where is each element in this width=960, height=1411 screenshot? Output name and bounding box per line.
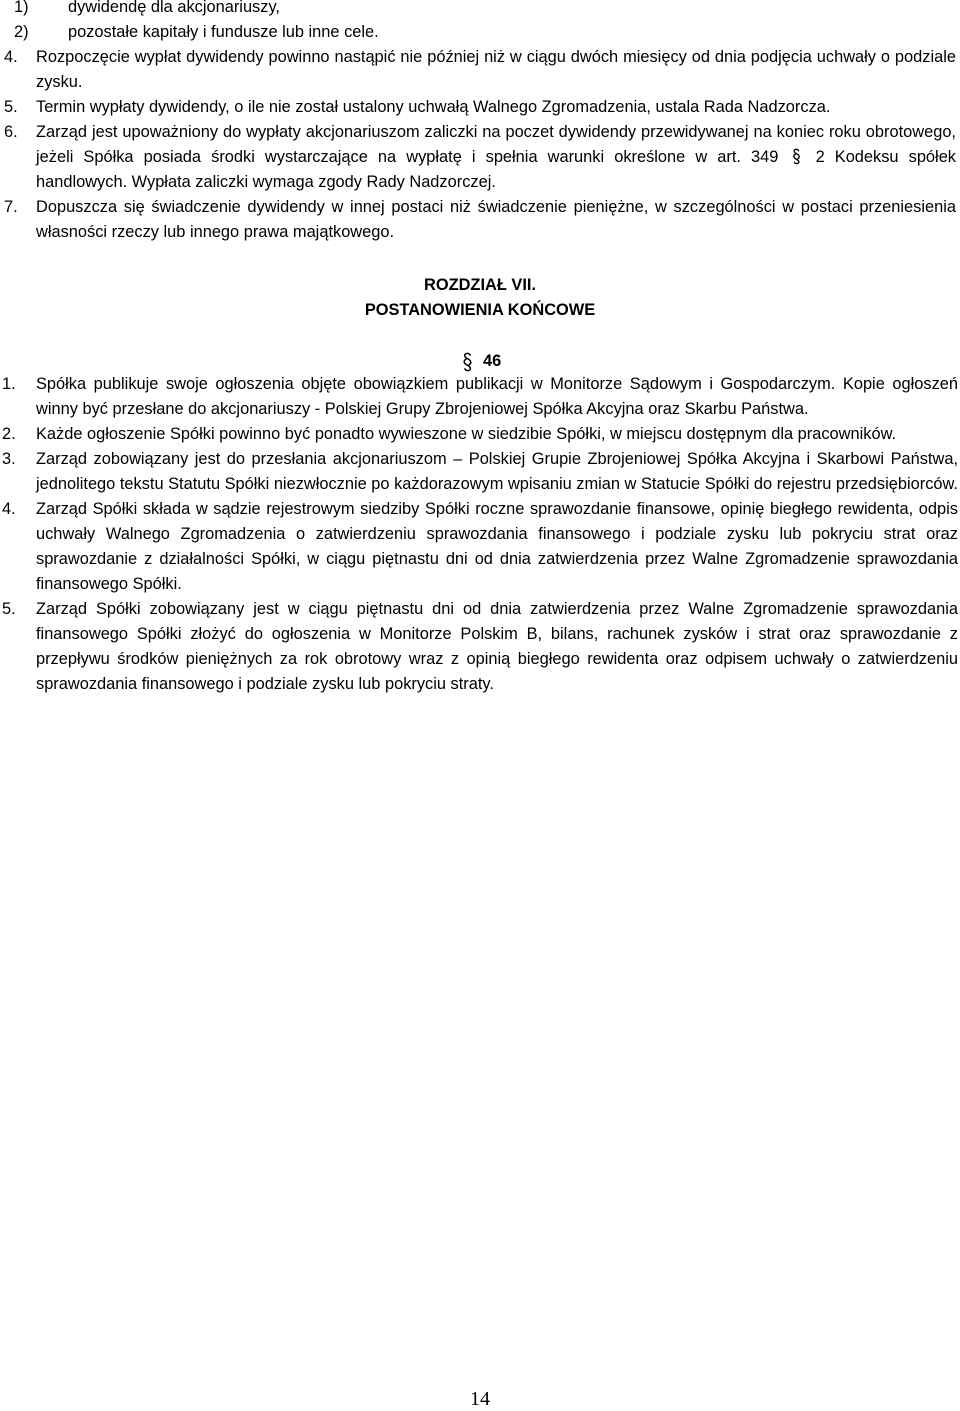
list-item-number: 4. [2, 500, 16, 518]
list-item [12, 20, 956, 45]
list-item-number: 7. [4, 198, 18, 216]
section-sign-icon [462, 352, 473, 372]
list-item-number: 2. [2, 425, 16, 443]
list-item-text: Dopuszcza się świadczenie dywidendy w innej postaci niż świadczenie pieniężne, w szczególności w postaci przeniesienia własności rzeczy lub innego prawa majątkowego. [36, 198, 956, 241]
section-sign-icon [792, 148, 801, 165]
page-number: 14 [470, 1388, 490, 1410]
list-item [4, 95, 956, 120]
list-item [0, 447, 958, 497]
list-item-text-before: Zarząd jest upoważniony do wypłaty akcjonariuszom zaliczki na poczet dywidendy przewidywanej na koniec roku obrotowego, jeżeli Spółka posiada środki wystarczające na wypłatę i spełnia warunki określone w art. 349 [36, 123, 956, 166]
list-item-number: 6. [4, 123, 18, 141]
list-item [0, 372, 958, 422]
list-item [0, 597, 958, 697]
list-item-number: 2) [14, 23, 29, 41]
list-item-number: 4. [4, 48, 18, 66]
list-item-text: dywidendę dla akcjonariuszy, [68, 0, 280, 16]
list-item [4, 195, 956, 245]
list-item [4, 45, 956, 95]
list-item [12, 0, 956, 20]
chapter-number: ROZDZIAŁ VII. [424, 276, 536, 294]
list-item-text: Zarząd Spółki składa w sądzie rejestrowym siedziby Spółki roczne sprawozdanie finansowe, opinię biegłego rewidenta, odpis uchwały Walnego Zgromadzenia o zatwierdzeniu sprawozdania finansowego i podziale zysku lub pokryciu strat oraz sprawozdanie z działalności Spółki, w ciągu piętnastu dni od dnia zatwierdzenia przez Walne Zgromadzenie sprawozdania finansowego Spółki. [36, 500, 958, 593]
list-item-number: 3. [2, 450, 16, 468]
paragraph-heading [462, 349, 501, 374]
list-item-text: Zarząd zobowiązany jest do przesłania akcjonariuszom – Polskiej Grupie Zbrojeniowej Spółka Akcyjna i Skarbowi Państwa, jednolitego tekstu Statutu Spółki niezwłocznie po każdorazowym wpisaniu zmian w Statucie Spółki do rejestru przedsiębiorców. [36, 450, 958, 493]
list-item-text: pozostałe kapitały i fundusze lub inne cele. [68, 23, 379, 41]
list-item [4, 120, 957, 195]
list-item [0, 422, 958, 447]
list-item-number: 1) [14, 0, 29, 16]
list-item-number: 1. [2, 375, 16, 393]
paragraph-number: 46 [483, 352, 502, 370]
list-item-number: 5. [4, 98, 18, 116]
list-item-text: Termin wypłaty dywidendy, o ile nie został ustalony uchwałą Walnego Zgromadzenia, ustala Rada Nadzorcza. [36, 98, 831, 116]
list-item-text: Rozpoczęcie wypłat dywidendy powinno nastąpić nie później niż w ciągu dwóch miesięcy od dnia podjęcia uchwały o podziale zysku. [36, 48, 956, 91]
list-item-number: 5. [2, 600, 16, 618]
list-item-text: Każde ogłoszenie Spółki powinno być ponadto wywieszone w siedzibie Spółki, w miejscu dostępnym dla pracowników. [36, 425, 897, 443]
final-provisions [0, 372, 958, 697]
list-item-text: Zarząd Spółki zobowiązany jest w ciągu piętnastu dni od dnia zatwierdzenia przez Walne Zgromadzenie sprawozdania finansowego Spółki złożyć do ogłoszenia w Monitorze Polskim B, bilans, rachunek zysków i strat oraz sprawozdanie z przepływu środków pieniężnych za rok obrotowy wraz z opinią biegłego rewidenta oraz odpisem uchwały o zatwierdzeniu sprawozdania finansowego i podziale zysku lub pokryciu straty. [36, 600, 958, 693]
chapter-title: POSTANOWIENIA KOŃCOWE [364, 301, 596, 319]
list-item-text: Spółka publikuje swoje ogłoszenia objęte obowiązkiem publikacji w Monitorze Sądowym i Gospodarczym. Kopie ogłoszeń winny być przesłane do akcjonariuszy - Polskiej Grupy Zbrojeniowej Spółka Akcyjna oraz Skarbu Państwa. [36, 375, 958, 418]
dividend-provisions [4, 0, 957, 245]
list-item-text-after: 2 Kodeksu spółek handlowych. Wypłata zaliczki wymaga zgody Rady Nadzorczej. [36, 148, 957, 191]
list-item [0, 497, 958, 597]
